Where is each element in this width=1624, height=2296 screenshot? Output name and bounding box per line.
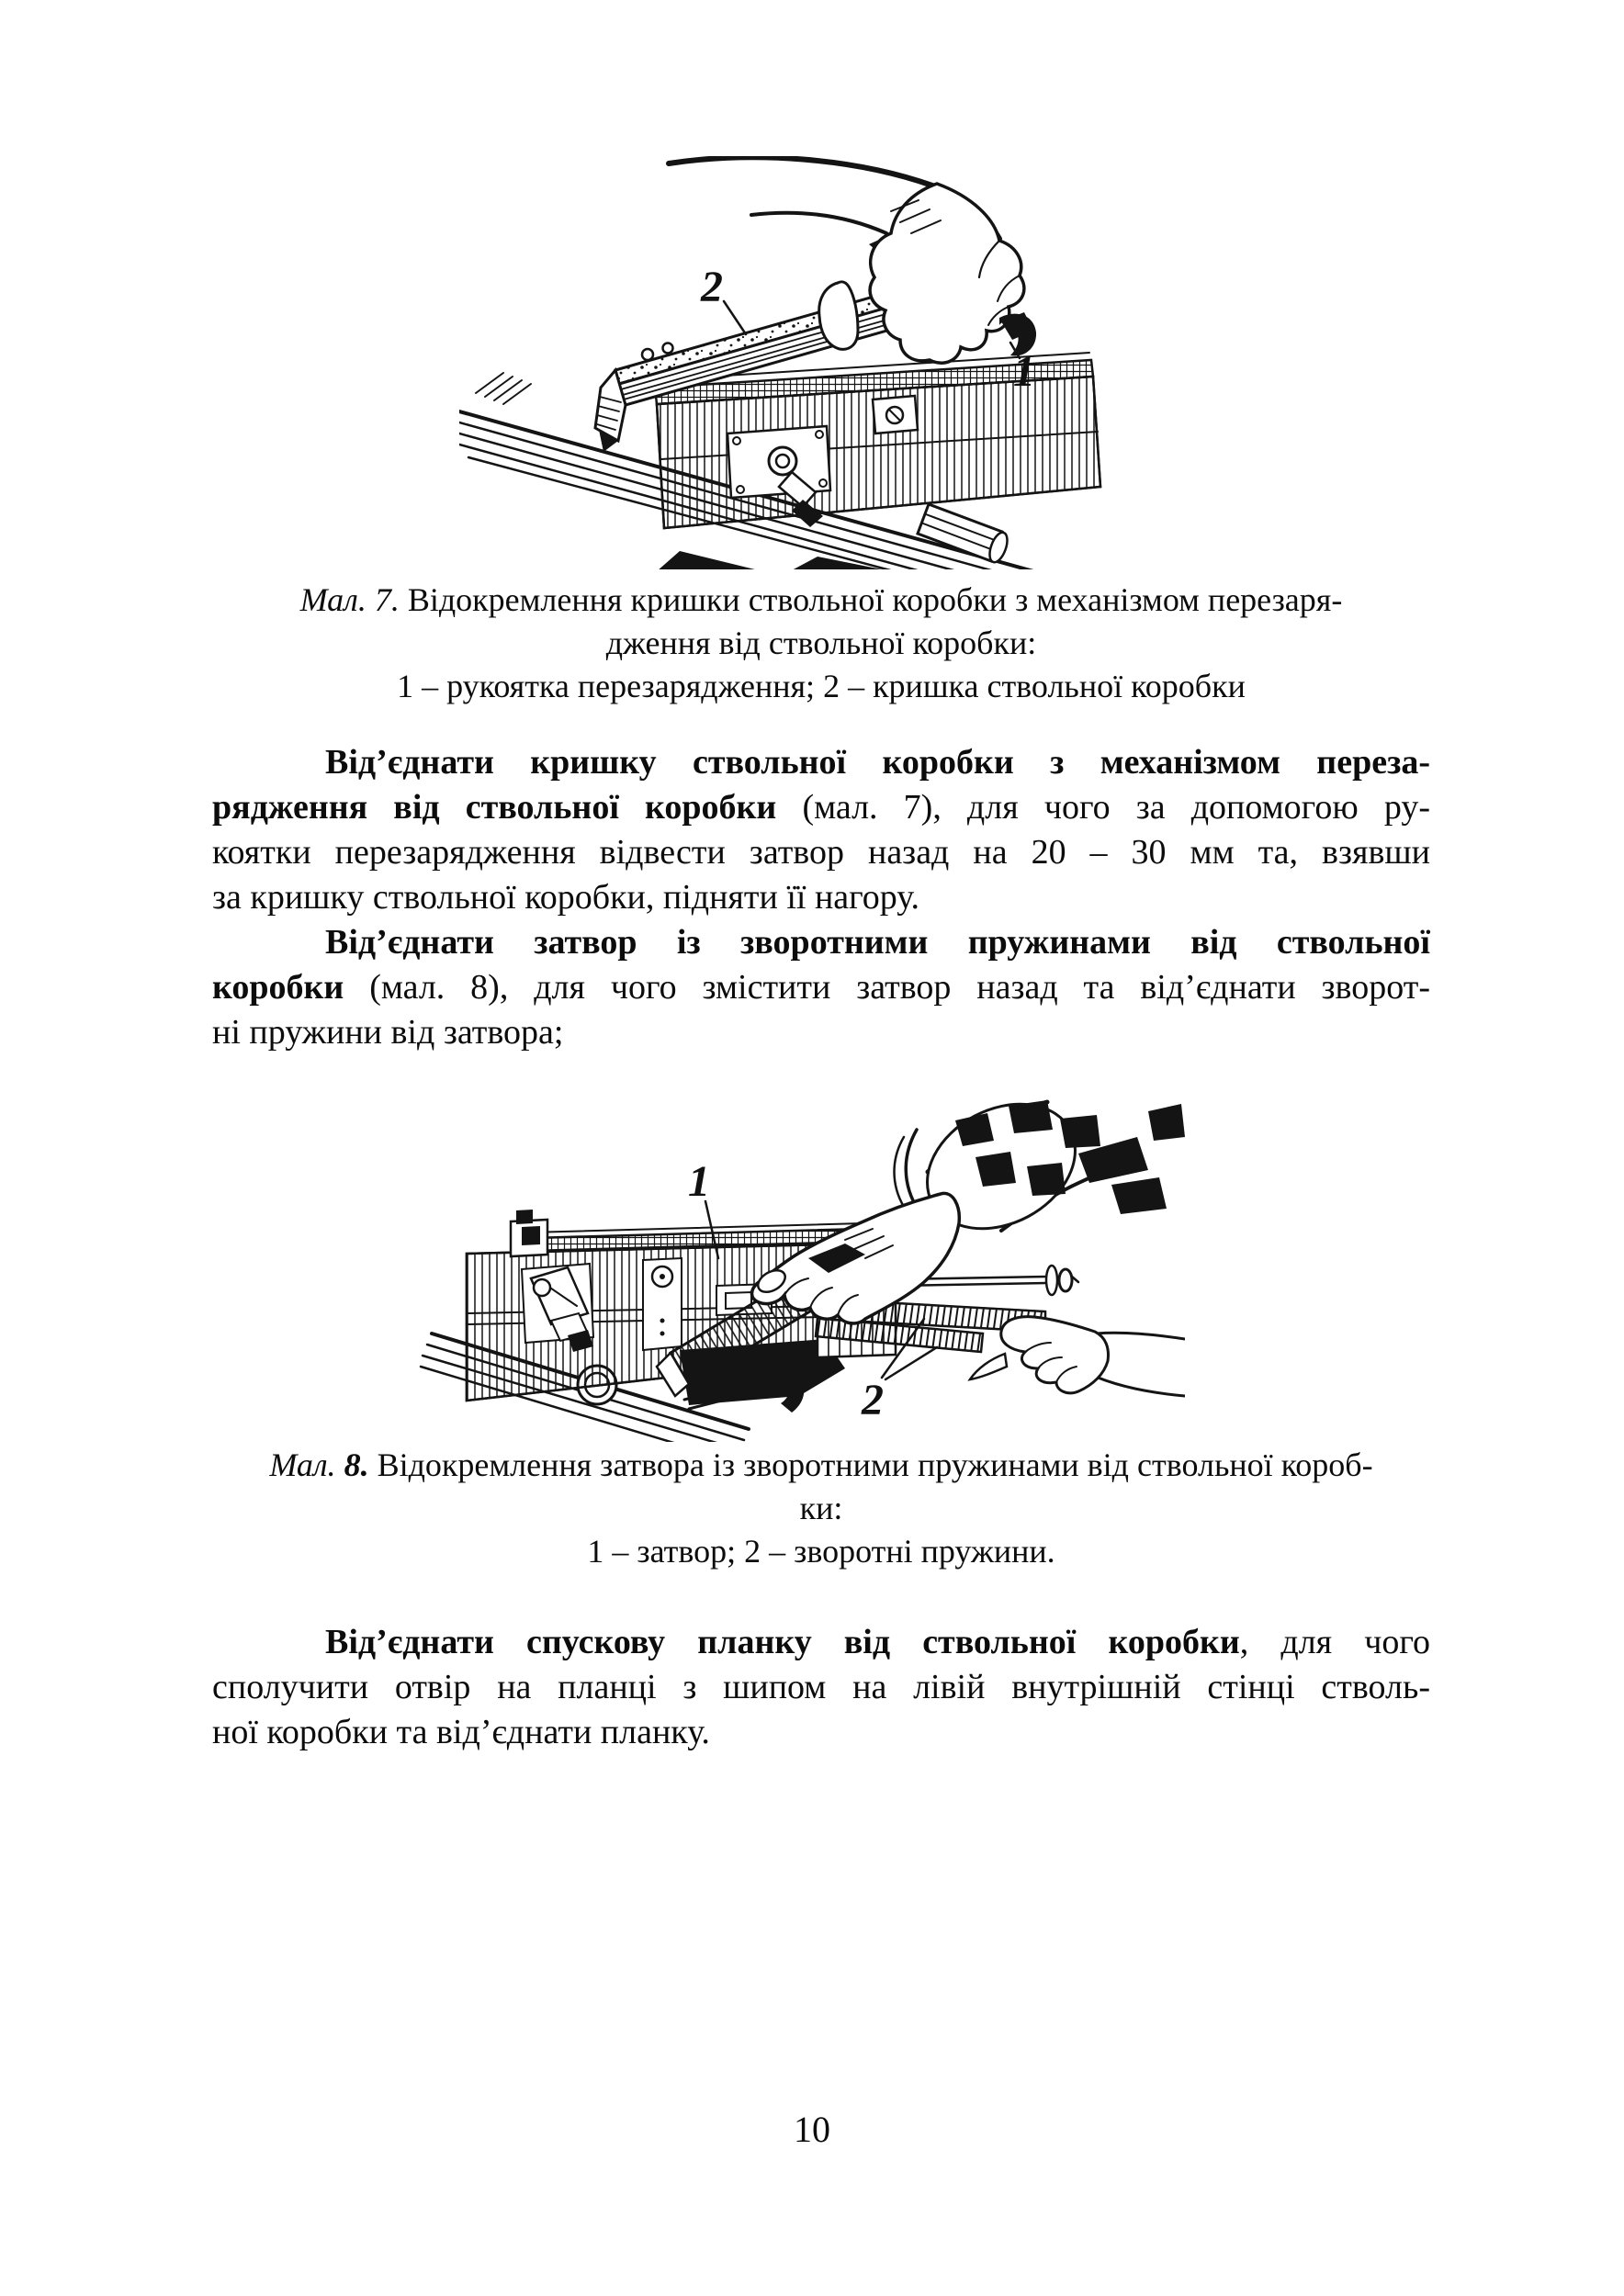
text-segment: Від’єднати спускову планку від ствольної коробки [325,1623,1240,1661]
rolled-cylinder [918,504,1010,565]
text-line [212,830,1430,875]
text-line [212,1665,1430,1710]
text-line [212,1487,1430,1530]
text-line [212,622,1430,665]
text-segment: Мал. [269,1446,344,1483]
figure7-illustration [459,156,1121,569]
text-segment: коробки [212,968,370,1007]
upper-hand [752,1093,1186,1323]
figure7-label-handle: 1 [1013,347,1035,396]
text-segment: Відокремлення кришки ствольної коробки з механізмом перезаря- [399,581,1343,618]
text-segment: за кришку ствольної коробки, підняти її нагору. [212,878,920,917]
text-segment: (мал. 7), для чого за допомогою ру- [802,788,1430,827]
text-segment: рядження від ствольної коробки [212,788,803,827]
text-line [212,665,1430,708]
figure8-illustration [413,1093,1185,1442]
hand [669,157,1033,363]
text-segment: 1 – рукоятка перезарядження; 2 – кришка ствольної коробки [397,668,1246,704]
figure7-caption [212,579,1430,708]
text-line [212,1530,1430,1573]
label2-leader [724,301,746,334]
figure8-caption [212,1444,1430,1573]
text-segment: Мал. 7. [299,581,400,618]
text-segment: дження від ствольної коробки: [605,625,1037,661]
text-line [212,875,1430,920]
figure-7 [459,156,1121,569]
text-line [212,920,1430,965]
text-line [212,965,1430,1010]
text-line [212,1010,1430,1055]
figure-8 [413,1093,1185,1442]
text-segment: Від’єднати затвор із зворотними пружинами від ствольної [325,923,1430,962]
text-segment: Відокремлення затвора із зворотними пружинами від ствольної короб- [368,1446,1373,1483]
figure7-drawing [459,157,1100,569]
text-segment: 8. [344,1446,369,1483]
lower-hand [970,1317,1185,1396]
corner-screw [873,396,918,433]
clamp-lever [522,1264,593,1352]
text-segment: коятки перезарядження відвести затвор назад на 20 – 30 мм та, взявши [212,833,1430,872]
text-segment: 1 – затвор; 2 – зворотні пружини. [587,1533,1055,1570]
text-segment: Від’єднати кришку ствольної коробки з механізмом переза- [325,743,1430,782]
text-line [212,1620,1430,1665]
text-segment: сполучити отвір на планці з шипом на лівій внутрішній стінці стволь- [212,1668,1430,1706]
text-line [212,1444,1430,1487]
figure8-label-springs: 2 [862,1376,884,1424]
text-line [212,785,1430,830]
page-number: 10 [794,2109,830,2150]
figure8-label-bolt: 1 [688,1157,710,1206]
body-paragraphs-bottom [212,1620,1430,1755]
text-segment: ні пружини від затвора; [212,1013,564,1052]
text-line [212,1710,1430,1755]
text-segment: ки: [799,1490,843,1526]
text-line [212,740,1430,785]
figure7-label-cover: 2 [701,263,723,311]
text-line [212,579,1430,622]
figure8-drawing [421,1093,1185,1442]
text-segment: ної коробки та від’єднати планку. [212,1713,710,1751]
text-segment: , для чого [1239,1623,1431,1661]
text-segment: (мал. 8), для чого змістити затвор назад та від’єднати зворот- [369,968,1430,1007]
body-paragraphs-top [212,740,1430,1055]
